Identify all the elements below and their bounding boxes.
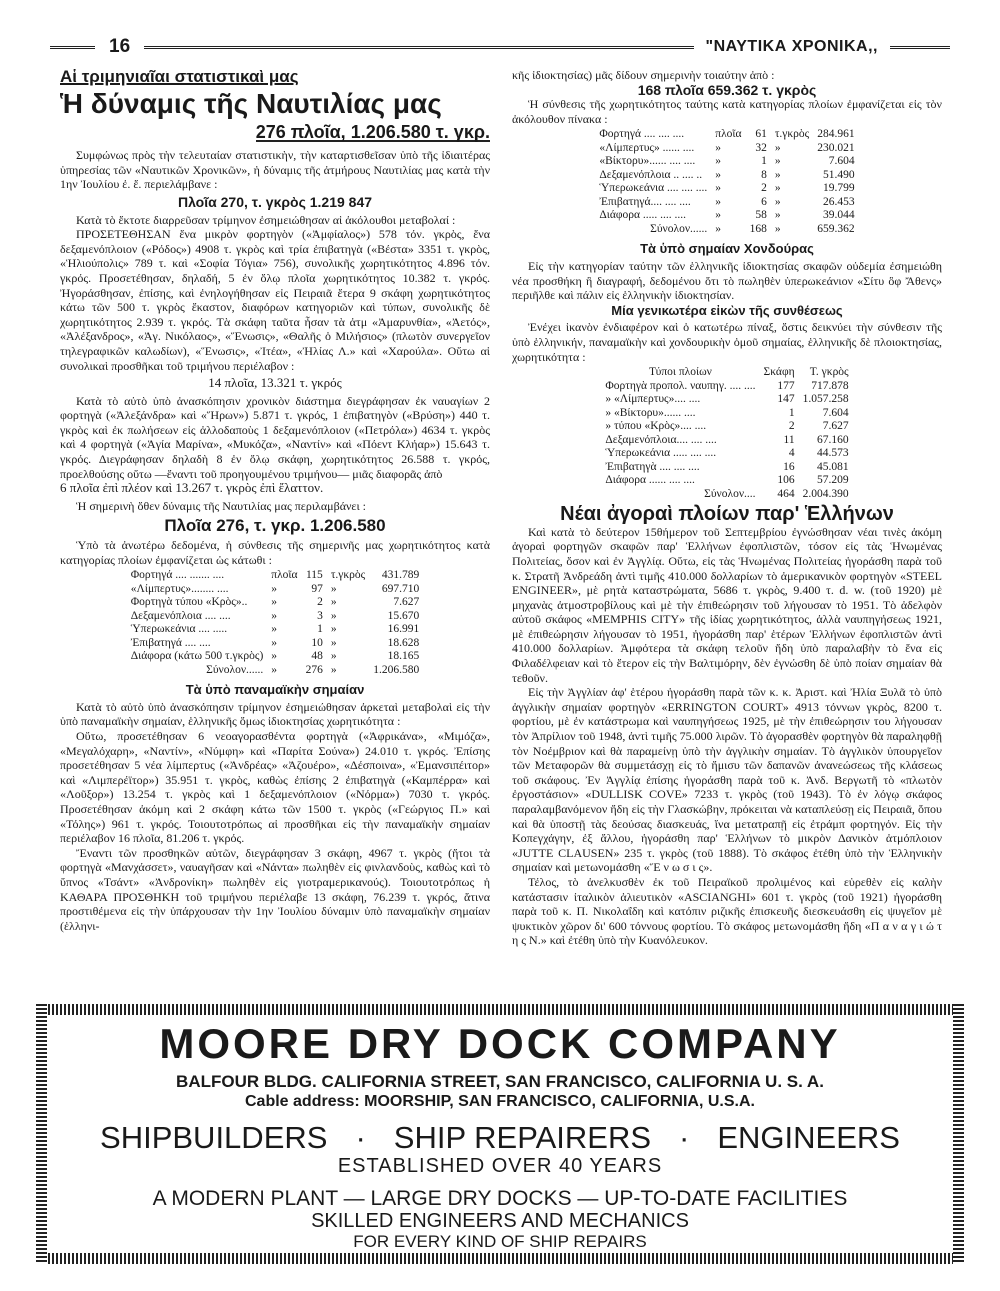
table-row: Δεξαμενόπλοια .... .... » 3 » 15.670 bbox=[130, 609, 420, 622]
ad-border-left bbox=[36, 1004, 47, 1264]
ad-established: ESTABLISHED OVER 40 YEARS bbox=[337, 1155, 663, 1177]
ad-company-name: MOORE DRY DOCK COMPANY bbox=[159, 1020, 841, 1067]
table-row: Διάφορα ..... .... .... » 58 » 39.044 bbox=[599, 209, 855, 222]
table-row: Ὑπερωκεάνια .... ..... » 1 » 16.991 bbox=[130, 623, 420, 636]
ad-address: BALFOUR BLDG. CALIFORNIA STREET, SAN FRANCISCO, CALIFORNIA U. S. A. bbox=[176, 1072, 824, 1091]
heading-168-ships: 168 πλοῖα 659.362 τ. γκρὸς bbox=[637, 81, 817, 98]
ad-border-top bbox=[36, 1004, 964, 1015]
intro-paragraph: Συμφώνως πρὸς τὴν τελευταίαν στατιστικὴν, τὴν καταρτισθεῖσαν ὑπὸ τῆς ἰδιαιτέρας ὑπηρεσίας τῶν «Ναυτικῶν Χρονικῶν», ἡ δύναμις τῆς ἀτμήρους Ναυτιλίας μας κατὰ τὴν 1ην Ἰουλίου ἐ. ἔ. περιελάμβανε : bbox=[60, 148, 490, 192]
paragraph-panama-composition: Ἡ σύνθεσις τῆς χωρητικότητος ταύτης κατὰ κατηγορίας πλοίων ἐμφανίζεται εἰς τὸν ἀκόλουθον πίνακα : bbox=[512, 97, 942, 126]
heading-270-ships: Πλοῖα 270, τ. γκρὸς 1.219 847 bbox=[177, 193, 373, 210]
ad-border-right bbox=[953, 1004, 964, 1264]
table-header-row: Τύποι πλοίων Σκάφη Τ. γκρὸς bbox=[649, 366, 849, 379]
table-row: Δεξαμενόπλοια .. .... .. » 8 » 51.490 bbox=[599, 168, 855, 181]
heading-6-ships: 6 πλοῖα ἐπὶ πλέον καὶ 13.267 τ. γκρὸς ἐπὶ ἔλαττον. bbox=[60, 480, 324, 496]
table-row: Ἐπιβατηγὰ .... .... .... 16 45.081 bbox=[605, 460, 849, 473]
table-row: Δεξαμενόπλοια.... .... .... 11 67.160 bbox=[605, 433, 849, 446]
right-column bbox=[512, 68, 942, 948]
ad-cable-address: Cable address: MOORSHIP, SAN FRANCISCO, CALIFORNIA, U.S.A. bbox=[245, 1093, 755, 1110]
paragraph-panama-intro: Κατὰ τὸ αὐτὸ ὑπὸ ἀνασκόπησιν τρίμηνον ἐσημειώθησαν ἀρκεταὶ μεταβολαὶ εἰς τὴν ὑπὸ παναμαϊκὴν σημαίαν, ἑλληνικῆς ὅμως ἰδιοκτησίας χωρητικότητα : bbox=[60, 699, 490, 729]
ad-service-ship-repairers: SHIP REPAIRERS bbox=[393, 1120, 652, 1155]
table-row: Φορτηγά .... .... .... πλοῖα 61 τ.γκρὸς 284.961 bbox=[599, 128, 855, 141]
paragraph-deletions: Κατὰ τὸ αὐτὸ ὑπὸ ἀνασκόπησιν χρονικὸν διάστημα διεγράφησαν ἐκ ναυαγίων 2 φορτηγὰ («Ἀλεξάνδρα» καὶ «Ἥρων») 5.871 τ. γκρός, 1 ἐπιβατηγὸν («Βρύση») 440 τ. γκρὸς καὶ ἐκ πωλήσεων εἰς ἀλλοδαποὺς 1 δεξαμενόπλοιον («Πετρόλα») 4634 τ. γκρὸς καὶ 4 φορτηγὰ («Ἁγία Μαρίνα», «Μυκόζα», «Ναντίν» καὶ «Πόεντ Κλήαρ») 15.643 τ. γκρός. Διεγράφησαν δηλαδὴ 8 ἐν ὅλῳ σκάφη, χωρητικότητος 26.588 τ. γκρός, προελθούσης οὕτω —ἔναντι τοῦ προηγουμένου τριμήνου— μιᾶς διαφορᾶς ἀπὸ bbox=[60, 393, 490, 481]
heading-276-ships: Πλοῖα 276, τ. γκρ. 1.206.580 bbox=[164, 516, 386, 536]
table-row: «Λίμπερτυς» ...... .... » 32 » 230.021 bbox=[599, 141, 855, 154]
ad-content bbox=[50, 1018, 950, 1250]
paragraph-composition: Ὑπὸ τὰ ἀνωτέρω δεδομένα, ἡ σύνθεσις τῆς σημερινῆς μας χωρητικότητος κατὰ κατηγορίας πλοίων ἐμφανίζεται ὡς κάτωθι : bbox=[60, 538, 490, 567]
header-rule-middle bbox=[144, 46, 693, 49]
table-row: Ἐπιβατηγά .... .... » 10 » 18.628 bbox=[130, 636, 420, 649]
paragraph-us-purchases: Καὶ κατὰ τὸ δεύτερον 15θήμερον τοῦ Σεπτεμβρίου ἐγνώσθησαν νέαι τινὲς ἀκόμη ἀγοραὶ φορτηγῶν σκαφῶν παρ' Ἑλλήνων ἐφοπλιστῶν, τόσον εἰς τὰς Ἡνωμένας Πολιτείας, ὅσον καὶ ἐν Ἀγγλίᾳ. Οὕτω, εἰς τὰς Ἡνωμένας Πολιτείας ἠγοράσθη παρὰ τοῦ κ. Στρατῆ Ἀνδρεάδη ἀντὶ τιμῆς 410.000 δολλαρίων τὸ ἀμερικανικὸν φορτηγὸν «STEEL ENGINEER», μὲ ρητὰ καταστρώματα, 5686 τ. γκρὸς, 9.400 τ. d. w. (τοῦ 1920) μὲ μηχανὰς ἀτμοστροβίλους καὶ μὲ τὴν ἐπιθεώρησιν τοῦ λήγουσαν τὸ 1951. Τὸ ἀδελφὸν αὐτοῦ σκάφος «MEMPHIS CITY» τῆς ἰδίας χωρητικότητος, ἀλλὰ ναυπηγήσεως 1921, μὲ ἐπιθεώρησιν λήγουσαν τὸ 1951, ἠγοράσθη παρ' ἑτέρων Ἑλλήνων ἐφοπλιστῶν ἀντὶ 410.000 δολλαρίων. Ἀμφότερα τὰ σκάφη τελοῦν ἤδη ὑπὸ παραλαβὴν τὸ ἕνα εἰς Φιλαδέλφειαν καὶ τὸ ἕτερον εἰς τὴν Βαλτιμόρην, δὲν ἐγνώσθη δὲ ὑπὸ ποίαν σημαίαν θὰ τεθοῦν. bbox=[512, 524, 942, 685]
table-row: » τύπου «Κρὸς».... .... 2 7.627 bbox=[605, 420, 849, 433]
ad-service-shipbuilders: SHIPBUILDERS bbox=[100, 1120, 328, 1155]
ad-separator-dot: · bbox=[355, 1120, 366, 1155]
table-row: » «Λίμπερτυς».... .... 147 1.057.258 bbox=[605, 393, 849, 406]
table-row: Διάφορα ...... .... .... 106 57.209 bbox=[605, 474, 849, 487]
header-rule-right bbox=[890, 46, 950, 49]
paragraph-asciangh: Τέλος, τὸ ἀνελκυσθὲν ἐκ τοῦ Πειραϊκοῦ προλιμένος καὶ εὑρεθὲν εἰς καλὴν κατάστασιν ἰταλικὸν ἁλιευτικὸν «ASCIANGHI» 601 τ. γκρὸς (τοῦ 1921) ἠγοράσθη παρὰ τοῦ κ. Π. Νικολαΐδη καὶ κατόπιν ριζικῆς ἐπισκευῆς διεσκευάσθη εἰς ψυγεῖον μὲ ψυκτικὸν χῶρον δι' 600 τόννους φορτίου. Τὸ σκάφος μετωνομάσθη ἤδη «Π α ν α γ ι ώ τ η ς Ν.» καὶ ἐτέθη ὑπὸ τὴν Κυανόλευκον. bbox=[512, 874, 942, 948]
table-row: Ὑπερωκεάνια .... .... .... » 2 » 19.799 bbox=[599, 182, 855, 195]
table-total-row: Σύνολον...... » 168 » 659.362 bbox=[650, 222, 855, 235]
heading-honduras-flag: Τὰ ὑπὸ σημαίαν Χονδούρας bbox=[640, 241, 814, 257]
ad-separator-dot: · bbox=[679, 1120, 690, 1155]
heading-general-picture: Μία γενικωτέρα εἰκὼν τῆς συνθέσεως bbox=[611, 302, 843, 318]
table-row: » «Βίκτορυ»...... .... 1 7.604 bbox=[605, 406, 849, 419]
table-row: «Λίμπερτυς»........ .... » 97 » 697.710 bbox=[130, 582, 420, 595]
magazine-title: "ΝΑΥΤΙΚΑ ΧΡΟΝΙΚΑ,, bbox=[705, 38, 878, 55]
ad-for-every-kind: FOR EVERY KIND OF SHIP REPAIRS bbox=[353, 1232, 647, 1251]
paragraph-panama-additions: Οὕτω, προσετέθησαν 6 νεοαγορασθέντα φορτηγὰ («Ἀφρικάνα», «Μιμόζα», «Μεγαλόχαρη», «Ναντίν», «Νύμφη» καὶ «Παρίτα Σούνα») 24.010 τ. γκρός. Ἐπίσης προσετέθησαν 5 νέα λίμπερτυς («Ἀνδρέας» «Ἀζουέρο», «Δέσποινα», «Ἐμανσιπέιτορ» καὶ «Λιμπερέϊτορ») 35.951 τ. γκρὸς, καθὼς ἐπίσης 2 ἐπιβατηγὰ («Καμπέρρα» καὶ «Λοῦξορ») 13.254 τ. γκρὸς καὶ 1 δεξαμενόπλοιον («Νόρμα») 7030 τ. γκρός. Προσετέθησαν ἀκόμη καὶ 2 σκάφη κάτω τῶν 1500 τ. γκρὸς («Γεώργιος Π.» καὶ «Τόλης») 961 τ. γκρός. Τοιουτοτρόπως αἱ προσθῆκαι εἰς τὴν παναμαϊκὴν σημαίαν περιέλαβον 16 πλοῖα, 81.206 τ. γκρός. bbox=[60, 729, 490, 846]
paragraph-today: Ἡ σημερινὴ ὅθεν δύναμις τῆς Ναυτιλίας μας περιλαμβάνει : bbox=[76, 498, 367, 513]
moore-dry-dock-advertisement bbox=[36, 1004, 964, 1264]
header-rule-left bbox=[50, 46, 95, 49]
overall-composition-table bbox=[601, 366, 852, 501]
paragraph-honduras: Εἰς τὴν κατηγορίαν ταύτην τῶν ἑλληνικῆς ἰδιοκτησίας σκαφῶν οὐδεμία ἐσημειώθη νέα προσθήκη ἢ διαγραφή, δεδομένου ὅτι τὸ πωληθὲν ὑπερωκεάνιον «Σίτυ ὂφ Ἄθενς» περιῆλθε καὶ πάλιν εἰς ἑλληνικὴν ἰδιοκτησίαν. bbox=[512, 258, 942, 303]
paragraph-changes: Κατὰ τὸ ἔκτοτε διαρρεῦσαν τρίμηνον ἐσημειώθησαν αἱ ἀκόλουθοι μεταβολαί : bbox=[76, 212, 456, 227]
paragraph-uk-purchases: Εἰς τὴν Ἀγγλίαν ἀφ' ἑτέρου ἠγοράσθη παρὰ τῶν κ. κ. Ἀριστ. καὶ Ἠλία Ξυλᾶ τὸ ὑπὸ ἀγγλικὴν σημαίαν φορτηγὸν «ERRINGTON COURT» 4913 τόννων γκρὸς, 8200 τ. φορτίου, μὲ ἐν κατάστρωμα καὶ ναυπηγήσεως 1925, μὲ τὴν ἐπιθεώρησιν του λήγουσαν τὸν Ἀπρίλιον τοῦ 1948, ἀντὶ τιμῆς 75.000 λιρῶν. Τὸ ἀγορασθὲν φορτηγὸν θὰ παραληφθῇ τὸν Νοέμβριον καὶ θὰ παραμείνῃ ὑπὸ τὴν ἀγγλικὴν σημαίαν. Τὸ ἀγγλικὸν ὑπουργεῖον τῶν Μεταφορῶν θὰ συμμετάσχῃ εἰς τὸ ἥμισυ τῶν δαπανῶν ἀνανεώσεως τῆς κλάσεως τοῦ σκάφους. Ἐν Ἀγγλίᾳ ἐπίσης ἠγοράσθη παρὰ τοῦ κ. Ἀνδ. Βεργωτῆ τὸ «πλωτὸν ἐργοστάσιον» «DULLISK COVE» 7233 τ. γκρὸς (τοῦ 1943). Τὸ ἐν λόγῳ σκάφος παραλαμβανόμενον ἤδη εἰς τὴν Γλασκώβην, πρόκειται νὰ καταπλεύσῃ εἰς Πειραιᾶ, ὅπου καὶ θὰ ὑποστῇ τὰς δεούσας διασκευάς, ἵνα μετατραπῇ εἰς ἐτράμπ φορτηγόν. Εἰς τὴν Κοπεγχάγην, ἐξ ἄλλου, ἠγοράσθη παρ' Ἑλλήνων τὸ μικρὸν Δανικὸν ἀτμόπλοιον «JUTTE CLAUSEN» 235 τ. γκρὸς (τοῦ 1888). Τὸ σκάφος ἐτέθη ὑπὸ τὴν Ἑλληνικὴν σημαίαν καὶ μετωνομάσθη «Ἕ ν ω σ ι ς». bbox=[512, 685, 942, 875]
table-row: Ὑπερωκεάνια ..... .... .... 4 44.573 bbox=[605, 447, 849, 460]
ad-service-engineers: ENGINEERS bbox=[717, 1120, 900, 1155]
table-row: Φορτηγὰ προπολ. ναυπηγ. .... .... 177 717.878 bbox=[605, 379, 849, 392]
ad-modern-plant: A MODERN PLANT — LARGE DRY DOCKS — UP-TO-DATE FACILITIES bbox=[152, 1187, 848, 1210]
ad-border-bottom bbox=[36, 1253, 964, 1264]
heading-14-ships: 14 πλοῖα, 13.321 τ. γκρός bbox=[208, 375, 342, 391]
heading-new-purchases: Νέαι ἀγοραὶ πλοίων παρ' Ἑλλήνων bbox=[560, 503, 894, 526]
paragraph-additions: ΠΡΟΣΕΤΕΘΗΣΑΝ ἕνα μικρὸν φορτηγὸν («Ἀμφίαλος») 578 τόν. γκρὸς, ἕνα δεξαμενόπλοιον («Ρόδος») 4908 τ. γκρὸς καὶ τρία ἐπιβατηγὰ («Βέστα» 3351 τ. γκρὸς, «Ἡλιούπολις» 789 τ. καὶ «Σοφία Τόγια» 756), συνολικῆς χωρητικότητος 4.896 τόν. γκρός. Προσετέθησαν, δηλαδή, 5 ἐν ὅλῳ πλοῖα χωρητικότητος 10.382 τ. γκρός. Ἠγοράσθησαν, ἐπίσης, καὶ ἐνηλογήθησαν εἰς Πειραιᾶ ἕτερα 9 σκάφη χωρητικότητος κάτω τῶν 500 τ. γκρὸς ἕκαστον, διαφόρων κατηγοριῶν καὶ τύπων, συνολικῆς δὲ χωρητικότητος 2.939 τ. γκρός. Τὰ σκάφη ταῦτα ἦσαν τὰ ἀτμ «Ἀμαρυνθία», «Ἀετός», «Ἀλέξανδρος», «Ἀγ. Νικόλαος», «Ἕνωσις», «Θαλῆς ὁ Μιλήσιος» (πλωτὸν συνεργεῖον τηλεγραφικῶν καλωδίων), «Ἕνωσις», «Ἰτέα», «Ἠλίας Λ.» καὶ «Χαρούλα». Οὕτω αἱ συνολικαὶ προσθῆκαι τοῦ τριμήνου περιέλαβον : bbox=[60, 227, 490, 373]
panama-flag-table bbox=[595, 128, 858, 236]
table-row: Διάφορα (κάτω 500 τ.γκρὸς) » 48 » 18.165 bbox=[130, 650, 420, 663]
table-row: «Βίκτορυ»...... .... .... » 1 » 7.604 bbox=[599, 155, 855, 168]
ad-skilled-engineers: SKILLED ENGINEERS AND MECHANICS bbox=[311, 1210, 689, 1232]
page-header bbox=[50, 36, 950, 58]
table-total-row: Σύνολον...... » 276 » 1.206.580 bbox=[206, 663, 420, 676]
heading-panama-flag: Τὰ ὑπὸ παναμαϊκὴν σημαίαν bbox=[185, 682, 365, 698]
page-number: 16 bbox=[109, 36, 131, 57]
left-column bbox=[60, 68, 490, 933]
ad-services bbox=[50, 1121, 950, 1155]
paragraph-panama-deletions: Ἔναντι τῶν προσθηκῶν αὐτῶν, διεγράφησαν 3 σκάφη, 4967 τ. γκρὸς (ἤτοι τὰ φορτηγὰ «Μανχάσσετ», ναυαγῆσαν καὶ «Νάντα» πωληθὲν εἰς φινλανδοὺς, καθὼς καὶ τὸ ὕπνος «Τσάντ» «Ἀνδρονίκη» πωληθὲν εἰς γιοτραμερικανούς). Τοιουτοτρόπως ἡ ΚΑΘΑΡΑ ΠΡΟΣΘΗΚΗ τοῦ τριμήνου περιέλαβε 13 σκάφη, 76.239 τ. γκρός, ἅτινα προστιθέμενα εἰς τὴν ὑπάρχουσαν τὴν 1ην Ἰουλίου δύναμιν ὑπὸ παναμαϊκὴν σημαίαν (ἑλληνι- bbox=[60, 845, 490, 933]
article-title: Ἡ δύναμις τῆς Ναυτιλίας μας bbox=[60, 87, 442, 119]
paragraph-general: Ἐνέχει ἱκανὸν ἐνδιαφέρον καὶ ὁ κατωτέρω πίναξ, ὅστις δεικνύει τὴν σύνθεσιν τῆς ὑπὸ ἑλληνικήν, παναμαϊκὴν καὶ χονδουρικὴν ὁμοῦ σημαίας, ἑλληνικῆς δὲ πλοιοκτησίας, χωρητικότητα : bbox=[512, 320, 942, 364]
table-row: Φορτηγὰ τύπου «Κρὸς».. » 2 » 7.627 bbox=[130, 596, 420, 609]
article-subtitle: 276 πλοῖα, 1.206.580 τ. γκρ. bbox=[255, 121, 490, 142]
greek-flag-table bbox=[127, 569, 423, 677]
table-row: Φορτηγά .... ....... .... πλοῖα 115 τ.γκρὸς 431.789 bbox=[130, 569, 420, 582]
table-row: Ἐπιβατηγά.... .... .... » 6 » 26.453 bbox=[599, 195, 855, 208]
paragraph-continued: κῆς ἰδιοκτησίας) μᾶς δίδουν σημερινὴν τοιαύτην ἀπὸ : bbox=[512, 68, 775, 82]
table-total-row: Σύνολον.... 464 2.004.390 bbox=[704, 487, 849, 500]
article-kicker: Αἱ τριμηνιαῖαι στατιστικαὶ μας bbox=[60, 67, 299, 86]
